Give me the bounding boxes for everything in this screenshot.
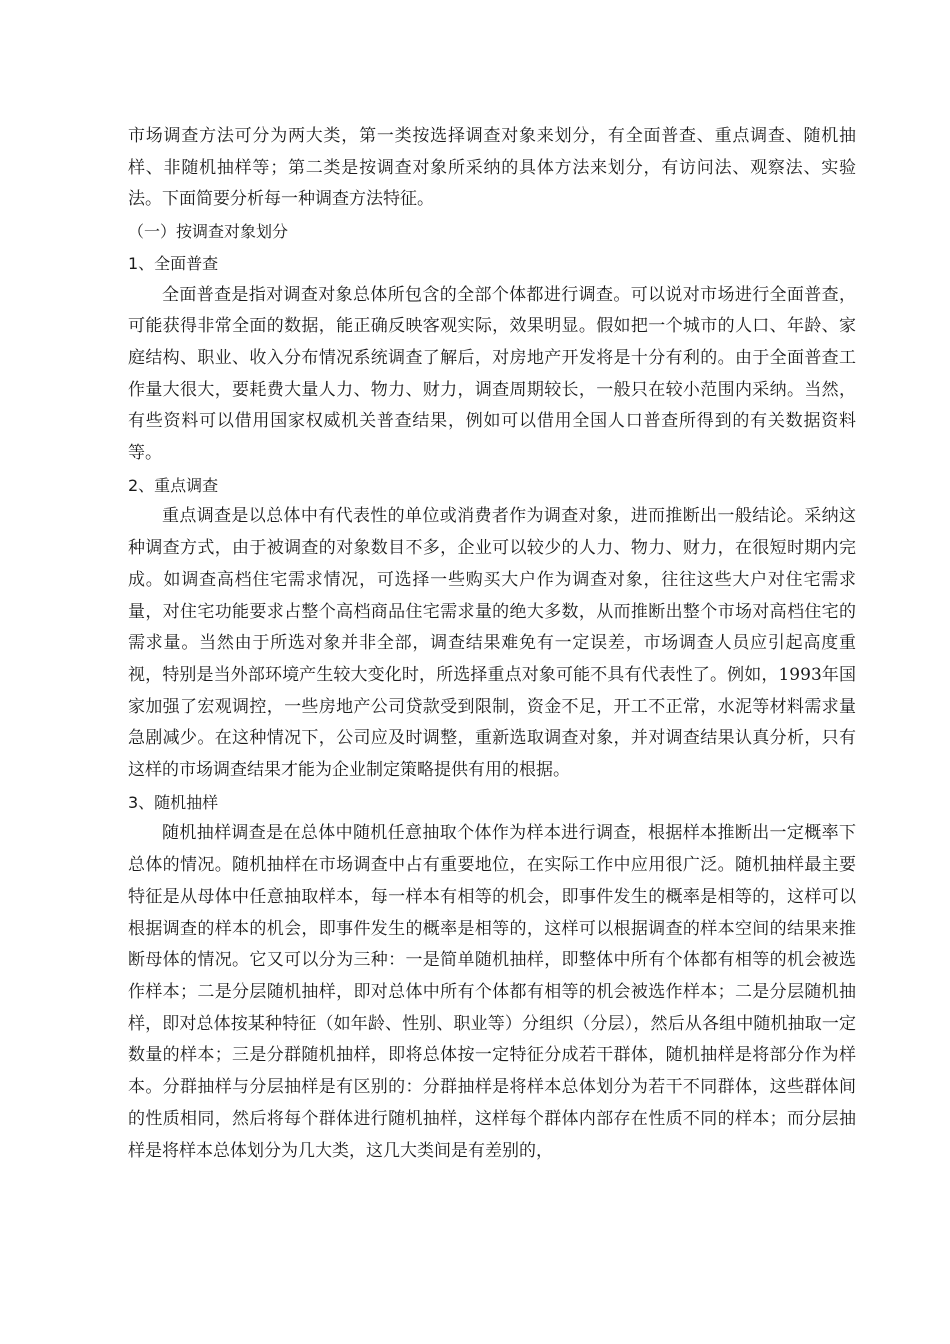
paragraph-key-survey: 重点调查是以总体中有代表性的单位或消费者作为调查对象，进而推断出一般结论。采纳这种调查方式，由于被调查的对象数目不多，企业可以较少的人力、物力、财力，在很短时期内完成。如调查高档住宅需求情况，可选择一些购买大户作为调查对象，往往这些大户对住宅需求量，对住宅功能要求占整个高档商品住宅需求量的绝大多数，从而推断出整个市场对高档住宅的需求量。当然由于所选对象并非全部，调查结果难免有一定误差，市场调查人员应引起高度重视，特别是当外部环境产生较大变化时，所选择重点对象可能不具有代表性了。例如，1993年国家加强了宏观调控，一些房地产公司贷款受到限制，资金不足，开工不正常，水泥等材料需求量急剧减少。在这种情况下，公司应及时调整，重新选取调查对象，并对调查结果认真分析，只有这样的市场调查结果才能为企业制定策略提供有用的根据。	[128, 506, 856, 781]
paragraph-full-census: 全面普查是指对调查对象总体所包含的全部个体都进行调查。可以说对市场进行全面普查，可能获得非常全面的数据，能正确反映客观实际，效果明显。假如把一个城市的人口、年龄、家庭结构、职业、收入分布情况系统调查了解后，对房地产开发将是十分有利的。由于全面普查工作量大很大，要耗费大量人力、物力、财力，调查周期较长，一般只在较小范围内采纳。当然，有些资料可以借用国家权威机关普查结果，例如可以借用全国人口普查所得到的有关数据资料等。	[128, 284, 856, 464]
intro-paragraph: 市场调查方法可分为两大类，第一类按选择调查对象来划分，有全面普查、重点调查、随机抽样、非随机抽样等；第二类是按调查对象所采纳的具体方法来划分，有访问法、观察法、实验法。下面简要分析每一种调查方法特征。	[128, 126, 856, 210]
subsection-heading-full-census: 1、全面普查	[128, 253, 219, 273]
section-heading: （一）按调查对象划分	[128, 222, 289, 242]
subsection-heading-random-sampling: 3、随机抽样	[128, 792, 219, 812]
subsection-heading-key-survey: 2、重点调查	[128, 475, 219, 495]
paragraph-random-sampling: 随机抽样调查是在总体中随机任意抽取个体作为样本进行调查，根据样本推断出一定概率下总体的情况。随机抽样在市场调查中占有重要地位，在实际工作中应用很广泛。随机抽样最主要特征是从母体中任意抽取样本，每一样本有相等的机会，即事件发生的概率是相等的，这样可以根据调查的样本的机会，即事件发生的概率是相等的，这样可以根据调查的样本空间的结果来推断母体的情况。它又可以分为三种：一是简单随机抽样，即整体中所有个体都有相等的机会被选作样本；二是分层随机抽样，即对总体中所有个体都有相等的机会被选作样本；二是分层随机抽样，即对总体按某种特征（如年龄、性别、职业等）分组织（分层），然后从各组中随机抽取一定数量的样本；三是分群随机抽样，即将总体按一定特征分成若干群体，随机抽样是将部分作为样本。分群抽样与分层抽样是有区别的：分群抽样是将样本总体划分为若干不同群体，这些群体间的性质相同，然后将每个群体进行随机抽样，这样每个群体内部存在性质不同的样本；而分层抽样是将样本总体划分为几大类，这几大类间是有差别的，	[128, 823, 856, 1161]
document-body	[128, 121, 856, 1167]
